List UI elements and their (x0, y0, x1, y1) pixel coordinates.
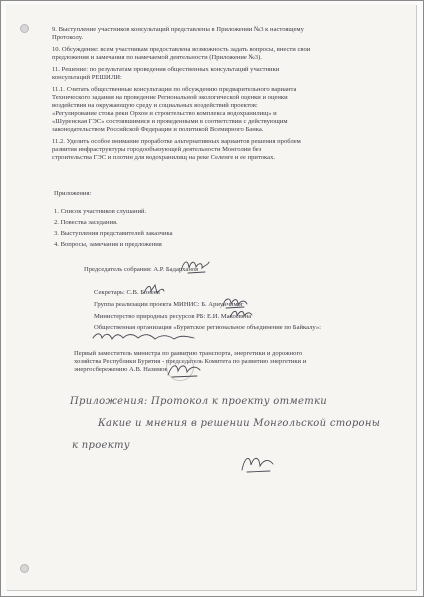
item-line: «Шуренская ГЭС» состоявшимися и проведенными в соответствии с действующим (52, 118, 288, 125)
item-line: законодательством Российской Федерации и политикой Всемирного Банка. (52, 126, 264, 133)
item-line: воздействия на окружающую среду и социальных воздействий проектов: (52, 102, 258, 109)
document-page (6, 4, 416, 590)
handwritten-note-line: Приложения: Протокол к проекту отметки (70, 396, 327, 407)
item-line: «Регулирование стока реки Орхон и строительство комплекса водохранилищ» и (52, 110, 277, 117)
item-line: Протоколу. (52, 34, 84, 41)
item-line: 11.2. Уделить особое внимание проработке альтернативных вариантов решения проблем (52, 138, 301, 145)
item-line: 11. Решение: по результатам проведения общественных консультаций участники (52, 66, 280, 73)
signature-line: Общественная организация «Бурятское региональное объединение по Байкалу»: (94, 324, 322, 331)
item-line: 10. Обсуждение: всем участникам предоставлена возможность задать вопросы, внести свои (52, 46, 311, 53)
item-line: развития инфраструктуры городообъязующей деятельности Монголии без (52, 146, 262, 153)
punch-hole (20, 24, 29, 33)
item-line: Технического задания на проведение Региональной экологической оценки и оценки (52, 94, 288, 101)
signature-line: Первый заместитель министра по развитию транспорта, энергетики и дорожного (74, 350, 303, 357)
attachment-item: 3. Выступления представителей заказчика (54, 230, 173, 237)
signature-boneev (141, 281, 167, 297)
handwritten-note-line: к проекту (72, 440, 130, 451)
signature-line: хозяйства Республики Бурятия - председатель Комитета по развитию энергетики и (74, 358, 307, 365)
attachment-item: 2. Повестка заседания. (54, 219, 118, 226)
attachments-title: Приложения: (54, 190, 92, 197)
item-line: строительства ГЭС и плотин для водохранилищ на реке Селенге и ее притоках. (52, 154, 276, 161)
signature-nazimov (164, 359, 204, 381)
handwritten-note-line: Какие и мнения в решении Монгольской стороны (98, 418, 381, 429)
item-line: 11.1. Считать общественные консультации по обсуждению предварительного варианта (52, 86, 297, 93)
signature-handwritten-note (238, 450, 278, 476)
attachment-item: 1. Список участников слушаний. (54, 208, 147, 215)
signature-badarkhanov (178, 256, 212, 276)
item-line: предложения и замечания по намечаемой деятельности (Приложение №3). (52, 54, 262, 61)
item-line: консультаций РЕШИЛИ: (52, 74, 122, 81)
signature-line: Группа реализации проекта МИНИС: Б. Ариунчимэг (94, 301, 244, 308)
punch-hole (20, 564, 29, 573)
signature-line: Секретарь: С.В. Бонеев (94, 289, 160, 296)
item-line: 9. Выступление участников консультаций представлены в Приложении №3 к настоящему (52, 26, 304, 33)
signature-baikal-org (90, 328, 200, 346)
signature-line: энергосбережению А.В. Назимов (74, 366, 168, 373)
signature-line: Председатель собрания: А.Р. Бадарханов (84, 266, 199, 273)
signature-makoevena (228, 306, 254, 322)
attachment-item: 4. Вопросы, замечания и предложения (54, 241, 162, 248)
signature-line: Министерство природных ресурсов РБ: Е.И. Макоевена (94, 313, 252, 320)
